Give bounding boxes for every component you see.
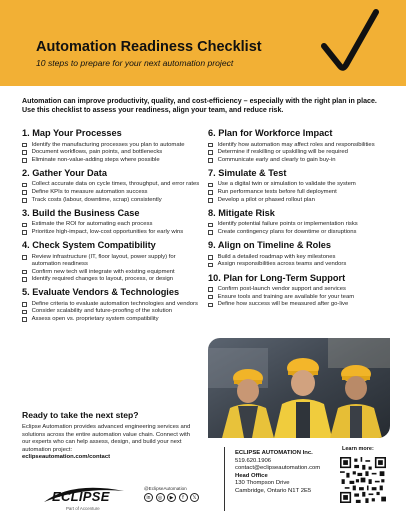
checkbox-icon[interactable]	[22, 310, 27, 315]
qr-code-icon[interactable]	[340, 457, 386, 503]
section-title: 1. Map Your Processes	[22, 128, 122, 138]
facebook-icon[interactable]: f	[179, 493, 188, 502]
checklist-item[interactable]: Define how success will be measured after go-live	[208, 301, 390, 308]
intro-text: Automation can improve productivity, quality, and cost-efficiency – especially with the right plan in place. Use this checklist to assess your readiness, align your team, and reduce risk.	[22, 97, 377, 115]
checkbox-icon[interactable]	[208, 198, 213, 203]
checkbox-icon[interactable]	[208, 303, 213, 308]
section-7	[208, 168, 390, 204]
checklist-item[interactable]: Determine if reskilling or upskilling will be required	[208, 149, 390, 156]
x-icon[interactable]: 𝕏	[190, 493, 199, 502]
section-title: 10. Plan for Long-Term Support	[208, 272, 346, 283]
header-banner	[0, 0, 406, 86]
checkbox-icon[interactable]	[208, 287, 213, 292]
checkmark-icon	[320, 8, 380, 80]
section-10	[208, 273, 390, 309]
section-3	[22, 208, 202, 236]
social-handle: @EclipseAutomation	[144, 486, 187, 491]
checkbox-icon[interactable]	[208, 190, 213, 195]
checklist-item[interactable]: Document workflows, pain points, and bottlenecks	[22, 149, 202, 156]
checkbox-icon[interactable]	[208, 230, 213, 235]
checklist-item[interactable]: Track costs (labour, downtime, scrap) consistently	[22, 197, 202, 204]
checklist-item[interactable]: Define KPIs to measure automation success	[22, 189, 202, 196]
section-2	[22, 168, 202, 204]
checklist-item[interactable]: Ensure tools and training are available for your team	[208, 294, 390, 301]
checklist-item[interactable]: Run performance tests before full deployment	[208, 189, 390, 196]
checklist-item[interactable]: Assess open vs. proprietary system compatibility	[22, 316, 202, 323]
social-links	[144, 486, 216, 502]
phone-number[interactable]: 519.620.1906	[235, 457, 272, 464]
checklist-item[interactable]: Eliminate non-value-adding steps where possible	[22, 157, 202, 164]
address-line-2: Cambridge, Ontario N1T 2E5	[235, 487, 312, 494]
office-label: Head Office	[235, 472, 268, 479]
section-title: 5. Evaluate Vendors & Technologies	[22, 287, 180, 298]
section-9	[208, 240, 390, 268]
eclipse-logo	[42, 485, 126, 519]
checklist-item[interactable]: Collect accurate data on cycle times, throughput, and error rates	[22, 181, 202, 188]
linkedin-icon[interactable]: in	[144, 493, 153, 502]
checkbox-icon[interactable]	[208, 223, 213, 228]
checkbox-icon[interactable]	[208, 143, 213, 148]
section-title: 9. Align on Timeline & Roles	[208, 240, 332, 251]
cta-block	[22, 410, 198, 462]
section-4	[22, 240, 202, 283]
checkbox-icon[interactable]	[22, 183, 27, 188]
checkbox-icon[interactable]	[208, 150, 213, 155]
checklist-item[interactable]: Communicate early and clearly to gain buy-in	[208, 157, 390, 164]
checkbox-icon[interactable]	[208, 158, 213, 163]
checklist-column-left	[22, 128, 202, 327]
checkbox-icon[interactable]	[22, 230, 27, 235]
cta-heading: Ready to take the next step?	[22, 410, 139, 420]
checklist-item[interactable]: Assign responsibilities across teams and vendors	[208, 261, 390, 268]
instagram-icon[interactable]: ◎	[156, 493, 165, 502]
checklist-item[interactable]: Identify the manufacturing processes you plan to automate	[22, 142, 202, 149]
page-subtitle: 10 steps to prepare for your next automation project	[36, 58, 234, 68]
checklist-item[interactable]: Confirm post-launch vendor support and services	[208, 286, 390, 293]
logo-wordmark: ECLIPSE	[52, 489, 110, 504]
section-1	[22, 128, 202, 164]
checklist-item[interactable]: Create contingency plans for downtime or disruptions	[208, 229, 390, 236]
section-6	[208, 128, 390, 164]
divider	[224, 447, 225, 511]
checklist-item[interactable]: Confirm new tech will integrate with existing equipment	[22, 269, 202, 276]
checkbox-icon[interactable]	[22, 255, 27, 260]
page-title: Automation Readiness Checklist	[36, 39, 262, 55]
address-line-1: 130 Thompson Drive	[235, 480, 290, 487]
checklist-item[interactable]: Prioritize high-impact, low-cost opportunities for early wins	[22, 229, 202, 236]
checkbox-icon[interactable]	[22, 270, 27, 275]
checklist-item[interactable]: Use a digital twin or simulation to validate the system	[208, 181, 390, 188]
checkbox-icon[interactable]	[22, 302, 27, 307]
learn-more-label: Learn more:	[342, 446, 374, 452]
checklist-item[interactable]: Identify required changes to layout, process, or design	[22, 276, 202, 283]
section-title: 4. Check System Compatibility	[22, 240, 156, 251]
checkbox-icon[interactable]	[22, 158, 27, 163]
checkbox-icon[interactable]	[208, 295, 213, 300]
checklist-item[interactable]: Estimate the ROI for automating each process	[22, 221, 202, 228]
section-title: 7. Simulate & Test	[208, 167, 287, 178]
checklist-item[interactable]: Develop a pilot or phased rollout plan	[208, 197, 390, 204]
checklist-column-right	[208, 128, 390, 312]
contact-block	[235, 450, 355, 496]
section-8	[208, 208, 390, 236]
section-title: 2. Gather Your Data	[22, 167, 107, 178]
section-5	[22, 287, 202, 323]
checklist-item[interactable]: Define criteria to evaluate automation technologies and vendors	[22, 301, 202, 308]
cta-body: Eclipse Automation provides advanced engineering services and solutions across the entire automation value chain. Connect with our experts who can help assess, design, and build your next automation project:	[22, 424, 191, 453]
checklist-item[interactable]: Identify how automation may affect roles and responsibilities	[208, 142, 390, 149]
section-title: 6. Plan for Workforce Impact	[208, 128, 333, 138]
checkbox-icon[interactable]	[22, 198, 27, 203]
checkbox-icon[interactable]	[208, 183, 213, 188]
checkbox-icon[interactable]	[22, 190, 27, 195]
youtube-icon[interactable]: ▶	[167, 493, 176, 502]
checklist-item[interactable]: Build a detailed roadmap with key milestones	[208, 254, 390, 261]
checkbox-icon[interactable]	[22, 317, 27, 322]
checkbox-icon[interactable]	[22, 277, 27, 282]
checkbox-icon[interactable]	[208, 263, 213, 268]
contact-link[interactable]: eclipseautomation.com/contact	[22, 454, 111, 461]
checkbox-icon[interactable]	[22, 223, 27, 228]
checkbox-icon[interactable]	[22, 150, 27, 155]
checkbox-icon[interactable]	[22, 143, 27, 148]
logo-subtext: Part of Accenture	[66, 506, 100, 511]
checklist-item[interactable]: Review infrastructure (IT, floor layout, power supply) for automation readiness	[22, 254, 202, 268]
email-link[interactable]: contact@eclipseautomation.com	[235, 465, 321, 472]
company-name: ECLIPSE AUTOMATION Inc.	[235, 450, 313, 456]
checklist-item[interactable]: Identify potential failure points or implementation risks	[208, 221, 390, 228]
checklist-item[interactable]: Consider scalability and future-proofing of the solution	[22, 308, 202, 315]
section-title: 3. Build the Business Case	[22, 207, 140, 218]
workers-photo	[208, 338, 390, 438]
section-title: 8. Mitigate Risk	[208, 207, 275, 218]
checkbox-icon[interactable]	[208, 255, 213, 260]
